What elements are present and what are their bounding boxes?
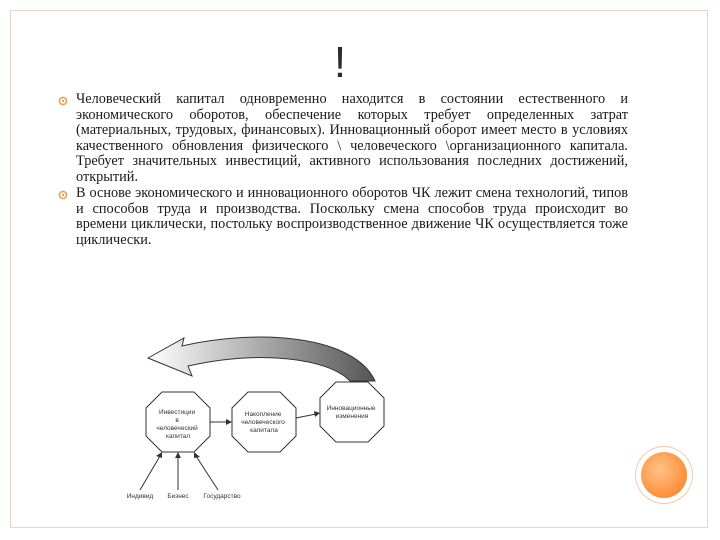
arrowhead-1-2 (226, 419, 232, 425)
slide-title: ! (333, 38, 347, 87)
node-innovation (320, 382, 384, 442)
list-item (58, 92, 628, 185)
circle-bullet-icon (58, 96, 68, 106)
node-accumulation-label: Накопление человеческого капитала (241, 411, 285, 434)
cycle-diagram-svg (110, 318, 410, 508)
source-individual: Индивид (126, 493, 154, 500)
arrow-2-3 (296, 414, 316, 418)
bullet-text: Человеческий капитал одновременно находится в состоянии естественного и экономического оборотов, обеспечение которых требует определенных затрат (материальных, трудовых, финансовых). Инновационный оборот имеет место в условиях качественного обновления физического \ человеческого \организационного капитала. Требует значительных инвестиций, активного использования последних достижений, открытий. (76, 91, 628, 185)
bullet-text: В основе экономического и инновационного оборотов ЧК лежит смена технологий, типов и способов труда и производства. Поскольку смена способов труда происходит во времени циклически, постольку воспроизводственное движение ЧК осуществляется тоже циклически. (76, 185, 628, 248)
source-arrow-state (196, 456, 218, 490)
node-investment-label: Инвестиции в человеческий капитал (156, 409, 198, 440)
source-arrowhead-state (194, 452, 200, 458)
source-state: Государство (203, 493, 241, 500)
cycle-diagram (110, 318, 410, 508)
arrowhead-2-3 (314, 411, 320, 417)
return-arrow (148, 337, 375, 381)
node-innovation-label: Инновационные изменения (326, 405, 376, 420)
circle-bullet-icon (58, 190, 68, 200)
source-arrowhead-business (175, 452, 181, 458)
bullet-list (58, 92, 628, 249)
list-item (58, 186, 628, 248)
source-arrow-individual (140, 456, 160, 490)
source-business: Бизнес (167, 493, 189, 500)
decorative-circle (641, 452, 687, 498)
